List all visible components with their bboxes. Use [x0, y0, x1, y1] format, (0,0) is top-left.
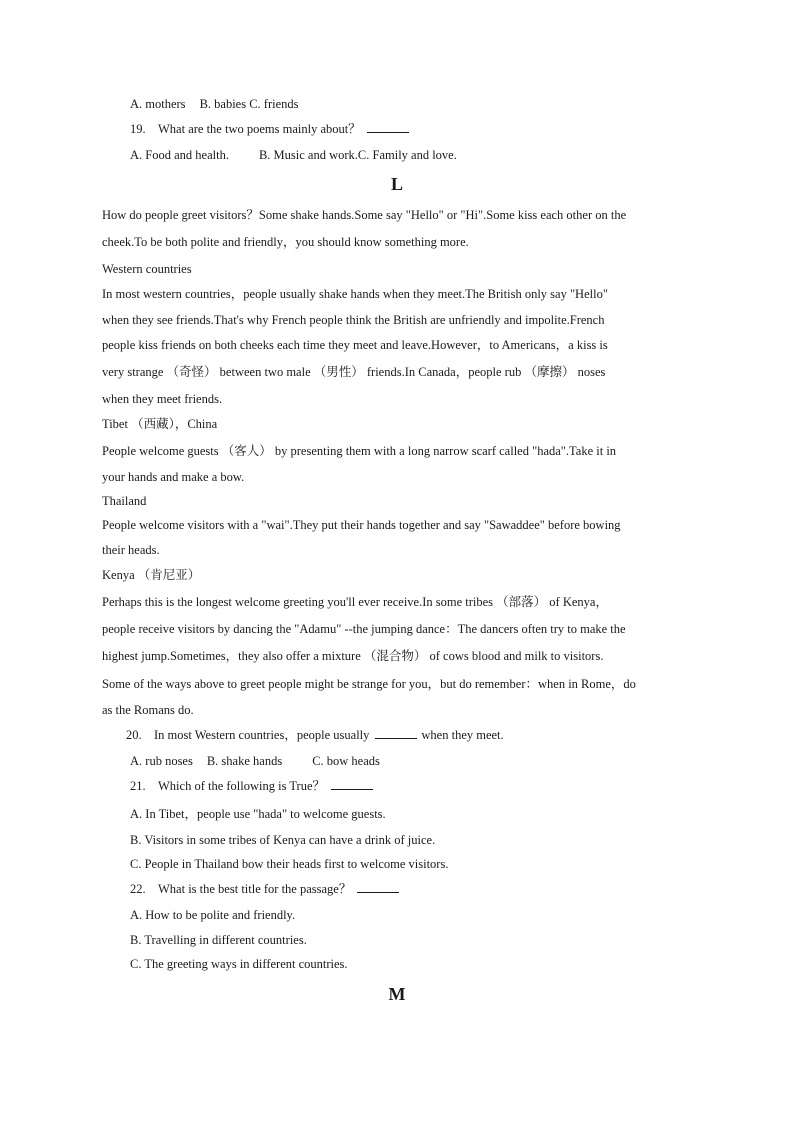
q21-option-b: B. Visitors in some tribes of Kenya can have a drink of juice.: [130, 833, 436, 847]
kenya-line: highest jump.Sometimes，they also offer a mixture （混合物） of cows blood and milk to visitors.: [102, 649, 604, 663]
kenya-line: Some of the ways above to greet people might be strange for you，but do remember：when in Rome，do: [102, 677, 636, 691]
western-line: In most western countries，people usually shake hands when they meet.The British only say "Hello": [102, 287, 608, 301]
intro-line: How do people greet visitors？Some shake hands.Some say "Hello" or "Hi".Some kiss each other on the: [102, 208, 627, 222]
thailand-line: their heads.: [102, 543, 160, 557]
q19-options: [130, 147, 457, 163]
thailand-line: People welcome visitors with a "wai".They put their hands together and say "Sawaddee" before bowing: [102, 518, 621, 532]
q22-option-a: A. How to be polite and friendly.: [130, 908, 296, 922]
q20-number: 20.: [126, 728, 142, 742]
q18-option-a: A. mothers: [130, 97, 186, 111]
q20-question: [126, 727, 504, 743]
kenya-line: people receive visitors by dancing the "Adamu" --the jumping dance：The dancers often try to make the: [102, 622, 626, 636]
q20-option-a: A. rub noses: [130, 754, 193, 768]
q20-options: [130, 753, 380, 769]
tibet-line: People welcome guests （客人） by presenting them with a long narrow scarf called "hada".Take it in: [102, 444, 617, 458]
q20-option-b: B. shake hands: [206, 754, 283, 768]
western-line: when they meet friends.: [102, 392, 223, 406]
q18-option-c: C. friends: [249, 97, 299, 111]
q22-question: [130, 881, 399, 897]
kenya-line: as the Romans do.: [102, 703, 194, 717]
q19-number: 19.: [130, 122, 146, 136]
subheading-tibet: Tibet （西藏），China: [102, 417, 218, 431]
intro-line: cheek.To be both polite and friendly，you should know something more.: [102, 235, 469, 249]
q22-option-b: B. Travelling in different countries.: [130, 933, 307, 947]
subheading-western: Western countries: [102, 262, 192, 276]
q20-answer-blank[interactable]: [375, 727, 417, 739]
section-heading-l: L: [390, 174, 403, 194]
q19-option-c: C. Family and love.: [357, 148, 457, 162]
q20-option-c: C. bow heads: [312, 754, 380, 768]
q18-options: [130, 96, 299, 112]
q22-text: What is the best title for the passage？: [158, 882, 352, 896]
q22-answer-blank[interactable]: [357, 881, 399, 893]
q19-question: [130, 121, 409, 137]
kenya-line: Perhaps this is the longest welcome greeting you'll ever receive.In some tribes （部落） of Kenya，: [102, 595, 608, 609]
tibet-line: your hands and make a bow.: [102, 470, 245, 484]
q20-text-before: In most Western countries，people usually: [154, 728, 370, 742]
q21-number: 21.: [130, 779, 146, 793]
q19-text: What are the two poems mainly about？: [158, 122, 361, 136]
western-line: very strange （奇怪） between two male （男性） friends.In Canada，people rub （摩擦） noses: [102, 365, 606, 379]
western-line: when they see friends.That's why French people think the British are unfriendly and impolite.French: [102, 313, 605, 327]
q19-option-b: B. Music and work.: [258, 148, 358, 162]
subheading-kenya: Kenya （肯尼亚）: [102, 568, 201, 582]
section-heading-m: M: [388, 984, 406, 1004]
q22-option-c: C. The greeting ways in different countries.: [130, 957, 348, 971]
q21-answer-blank[interactable]: [331, 778, 373, 790]
q18-option-b: B. babies: [199, 97, 247, 111]
q22-number: 22.: [130, 882, 146, 896]
subheading-thailand: Thailand: [102, 494, 147, 508]
q21-option-a: A. In Tibet，people use "hada" to welcome guests.: [130, 807, 386, 821]
q19-option-a: A. Food and health.: [130, 148, 229, 162]
q19-answer-blank[interactable]: [367, 121, 409, 133]
q20-text-after: when they meet.: [421, 728, 504, 742]
q21-text: Which of the following is True？: [158, 779, 326, 793]
q21-option-c: C. People in Thailand bow their heads first to welcome visitors.: [130, 857, 449, 871]
q21-question: [130, 778, 373, 794]
western-line: people kiss friends on both cheeks each time they meet and leave.However，to Americans，a kiss is: [102, 338, 608, 352]
